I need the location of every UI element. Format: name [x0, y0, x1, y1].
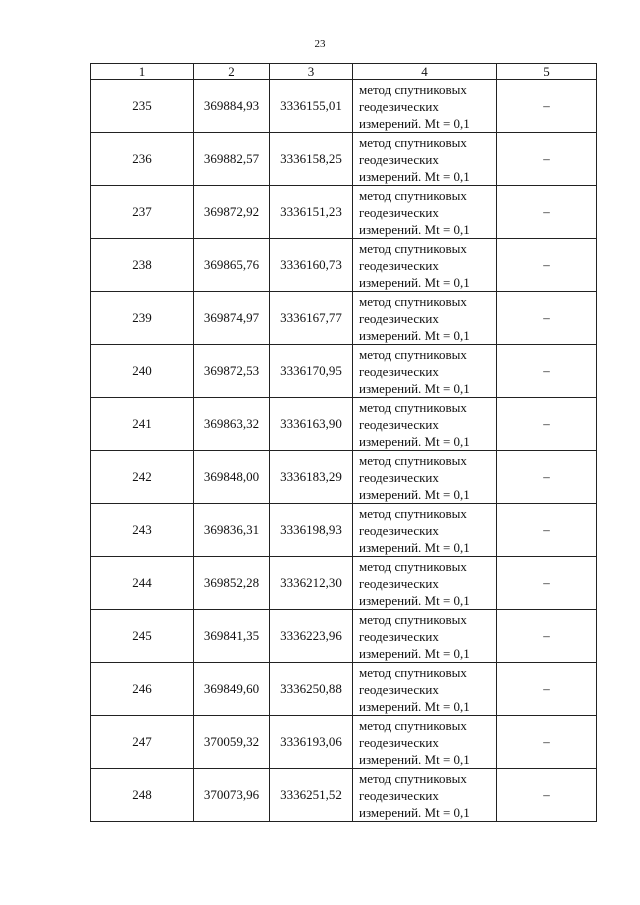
- table-row: [91, 716, 597, 769]
- method-cell: [353, 716, 497, 769]
- point-number-cell: 235: [91, 80, 194, 133]
- method-line: метод спутниковых: [359, 611, 467, 627]
- note-cell: –: [497, 610, 597, 663]
- method-cell: [353, 292, 497, 345]
- y-coordinate-cell: 3336158,25: [270, 133, 353, 186]
- method-line: геодезических: [359, 681, 439, 697]
- point-number-cell: 242: [91, 451, 194, 504]
- y-coordinate-cell: 3336163,90: [270, 398, 353, 451]
- method-line: метод спутниковых: [359, 240, 467, 256]
- y-coordinate-cell: 3336151,23: [270, 186, 353, 239]
- note-cell: –: [497, 80, 597, 133]
- note-cell: –: [497, 292, 597, 345]
- method-line: измерений. Mt = 0,1: [359, 645, 470, 661]
- method-cell: [353, 239, 497, 292]
- method-line: геодезических: [359, 734, 439, 750]
- point-number-cell: 243: [91, 504, 194, 557]
- method-cell: [353, 451, 497, 504]
- note-cell: –: [497, 398, 597, 451]
- y-coordinate-cell: 3336183,29: [270, 451, 353, 504]
- coordinates-table: [90, 63, 597, 822]
- point-number-cell: 245: [91, 610, 194, 663]
- y-coordinate-cell: 3336170,95: [270, 345, 353, 398]
- table-row: [91, 398, 597, 451]
- point-number-cell: 246: [91, 663, 194, 716]
- method-line: измерений. Mt = 0,1: [359, 592, 470, 608]
- y-coordinate-cell: 3336212,30: [270, 557, 353, 610]
- method-line: метод спутниковых: [359, 558, 467, 574]
- note-cell: –: [497, 716, 597, 769]
- method-cell: [353, 769, 497, 822]
- method-cell: [353, 398, 497, 451]
- method-line: измерений. Mt = 0,1: [359, 751, 470, 767]
- method-cell: [353, 504, 497, 557]
- method-cell: [353, 663, 497, 716]
- method-line: геодезических: [359, 787, 439, 803]
- table-row: [91, 133, 597, 186]
- method-line: измерений. Mt = 0,1: [359, 698, 470, 714]
- x-coordinate-cell: 369872,53: [194, 345, 270, 398]
- method-line: измерений. Mt = 0,1: [359, 327, 470, 343]
- note-cell: –: [497, 186, 597, 239]
- method-cell: [353, 345, 497, 398]
- method-line: метод спутниковых: [359, 346, 467, 362]
- page-number: 23: [314, 38, 326, 50]
- method-line: метод спутниковых: [359, 770, 467, 786]
- table-body: [91, 80, 597, 822]
- method-line: метод спутниковых: [359, 399, 467, 415]
- x-coordinate-cell: 369836,31: [194, 504, 270, 557]
- x-coordinate-cell: 369872,92: [194, 186, 270, 239]
- header-cell-4: 4: [353, 64, 497, 80]
- method-line: геодезических: [359, 416, 439, 432]
- method-line: геодезических: [359, 469, 439, 485]
- point-number-cell: 239: [91, 292, 194, 345]
- method-line: геодезических: [359, 363, 439, 379]
- method-line: измерений. Mt = 0,1: [359, 539, 470, 555]
- method-line: метод спутниковых: [359, 452, 467, 468]
- method-line: метод спутниковых: [359, 134, 467, 150]
- header-cell-1: 1: [91, 64, 194, 80]
- table-row: [91, 451, 597, 504]
- y-coordinate-cell: 3336167,77: [270, 292, 353, 345]
- x-coordinate-cell: 369874,97: [194, 292, 270, 345]
- method-line: геодезических: [359, 310, 439, 326]
- table-row: [91, 186, 597, 239]
- method-line: измерений. Mt = 0,1: [359, 486, 470, 502]
- method-line: геодезических: [359, 522, 439, 538]
- y-coordinate-cell: 3336155,01: [270, 80, 353, 133]
- method-line: измерений. Mt = 0,1: [359, 433, 470, 449]
- x-coordinate-cell: 369852,28: [194, 557, 270, 610]
- x-coordinate-cell: 369865,76: [194, 239, 270, 292]
- point-number-cell: 237: [91, 186, 194, 239]
- note-cell: –: [497, 345, 597, 398]
- y-coordinate-cell: 3336160,73: [270, 239, 353, 292]
- table-row: [91, 80, 597, 133]
- method-cell: [353, 133, 497, 186]
- method-line: геодезических: [359, 151, 439, 167]
- x-coordinate-cell: 370059,32: [194, 716, 270, 769]
- method-line: измерений. Mt = 0,1: [359, 115, 470, 131]
- y-coordinate-cell: 3336251,52: [270, 769, 353, 822]
- y-coordinate-cell: 3336193,06: [270, 716, 353, 769]
- method-line: метод спутниковых: [359, 664, 467, 680]
- method-line: метод спутниковых: [359, 293, 467, 309]
- x-coordinate-cell: 369882,57: [194, 133, 270, 186]
- header-row: [91, 64, 597, 80]
- note-cell: –: [497, 451, 597, 504]
- method-line: измерений. Mt = 0,1: [359, 380, 470, 396]
- x-coordinate-cell: 369884,93: [194, 80, 270, 133]
- note-cell: –: [497, 504, 597, 557]
- point-number-cell: 244: [91, 557, 194, 610]
- method-line: геодезических: [359, 575, 439, 591]
- point-number-cell: 236: [91, 133, 194, 186]
- table-row: [91, 769, 597, 822]
- table-row: [91, 610, 597, 663]
- x-coordinate-cell: 369849,60: [194, 663, 270, 716]
- method-cell: [353, 80, 497, 133]
- method-line: измерений. Mt = 0,1: [359, 221, 470, 237]
- method-line: измерений. Mt = 0,1: [359, 168, 470, 184]
- note-cell: –: [497, 663, 597, 716]
- x-coordinate-cell: 369863,32: [194, 398, 270, 451]
- method-line: измерений. Mt = 0,1: [359, 274, 470, 290]
- header-cell-5: 5: [497, 64, 597, 80]
- method-line: геодезических: [359, 204, 439, 220]
- point-number-cell: 241: [91, 398, 194, 451]
- point-number-cell: 238: [91, 239, 194, 292]
- x-coordinate-cell: 369841,35: [194, 610, 270, 663]
- method-cell: [353, 610, 497, 663]
- method-line: метод спутниковых: [359, 187, 467, 203]
- method-line: геодезических: [359, 98, 439, 114]
- method-line: измерений. Mt = 0,1: [359, 804, 470, 820]
- y-coordinate-cell: 3336223,96: [270, 610, 353, 663]
- y-coordinate-cell: 3336250,88: [270, 663, 353, 716]
- method-line: геодезических: [359, 628, 439, 644]
- table-row: [91, 345, 597, 398]
- method-cell: [353, 557, 497, 610]
- table-row: [91, 292, 597, 345]
- x-coordinate-cell: 369848,00: [194, 451, 270, 504]
- x-coordinate-cell: 370073,96: [194, 769, 270, 822]
- method-line: метод спутниковых: [359, 717, 467, 733]
- method-line: геодезических: [359, 257, 439, 273]
- table-row: [91, 663, 597, 716]
- note-cell: –: [497, 557, 597, 610]
- point-number-cell: 240: [91, 345, 194, 398]
- header-cell-2: 2: [194, 64, 270, 80]
- header-cell-3: 3: [270, 64, 353, 80]
- point-number-cell: 248: [91, 769, 194, 822]
- method-line: метод спутниковых: [359, 81, 467, 97]
- note-cell: –: [497, 239, 597, 292]
- table-row: [91, 239, 597, 292]
- method-line: метод спутниковых: [359, 505, 467, 521]
- point-number-cell: 247: [91, 716, 194, 769]
- note-cell: –: [497, 769, 597, 822]
- method-cell: [353, 186, 497, 239]
- table-row: [91, 557, 597, 610]
- table-row: [91, 504, 597, 557]
- note-cell: –: [497, 133, 597, 186]
- y-coordinate-cell: 3336198,93: [270, 504, 353, 557]
